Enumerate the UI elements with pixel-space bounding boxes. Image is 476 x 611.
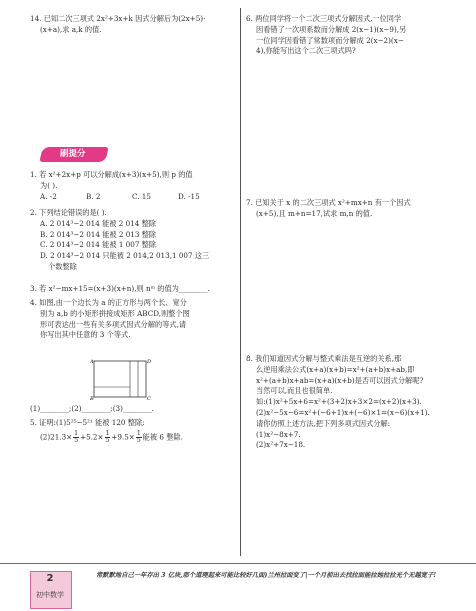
question-5-part-2: (2)21.3× $\frac{1}{5}$ +5.2× $\frac{1}{5}$ +9.5× $\frac{1}{5}$ 能被 6 整除. [40,429,183,444]
vertex-label-d: D [147,359,152,365]
footer-quote: 常默默地自己一年存出 3 亿块,那个道理起来可能比较好几面)兰州拉面变了|一个月前出去找拉面能拉她拉拉光个无越宽子! [96,572,437,579]
question-4: 4. 如图,由一个边长为 a 的正方形与两个长、宽分 别为 a,b 的小矩形拼接成矩形 ABCD,则整个图 形可表达出一些有关多项式因式分解的等式,请 你写出其中任意的 3 个等式. [30,298,190,340]
vertex-label-a: A [90,359,94,365]
footer-brand: 初中数学 [36,591,64,599]
fraction: $\frac{1}{5}$ [105,429,110,444]
fraction: $\frac{1}{5}$ [136,429,141,444]
page-number: 2 [46,573,54,584]
question-1: 1. 若 x²+2x+p 可以分解成(x+3)(x+5),则 p 的值 为( ). A. -2 B. 2 C. 15 D. -15 [30,170,224,202]
question-8: 8. 我们知道因式分解与整式乘法是互逆的关系,那 么逆用乘法公式(x+a)(x+b)=x²+(a+b)x+ab,即 x²+(a+b)x+ab=(x+a)(x+b)是否可以因式分解呢? 当然可以,而且也很简单. 如:(1)x²+5x+6=x²+(3+2)x+3×2=(x+2)(x+3). (2)x²−5x−6=x²+(−6+1)x+(−6)×1=(x−6)(x+1). 请你仿照上述方法,把下列多项式因式分解: (1)x²−8x+7. (2)x²+7x−18. [246,354,430,450]
section-title: 刷提分 [60,149,86,159]
question-6: 6. 两位同学将一个二次三项式分解因式,一位同学 因看错了一次项系数而分解成 2(x−1)(x−9),另 一位同学因看错了常数项而分解成 2(x−2)(x− 4),你能写出这个二次三项式吗? [246,14,407,56]
footer-rule [0,563,476,564]
question-14: 14. 已知二次三项式 2x²+3x+k 因式分解后为(2x+5)· (x+a),求 a,k 的值. [30,14,206,34]
vertex-label-b: B [90,396,94,402]
question-1-options: A. -2 B. 2 C. 15 D. -15 [40,191,200,201]
column-divider [240,8,241,556]
vertex-label-c: C [147,396,151,402]
fraction: $\frac{1}{5}$ [74,429,79,444]
rectangle-abcd-figure [88,357,150,401]
question-4-blanks: (1)________;(2)________;(3)________. [30,404,154,413]
question-5: 5. 证明:(1)5²⁵−5²¹ 能被 120 整除; (2)21.3× $\frac{1}{5}$ +5.2× $\frac{1}{5}$ +9.5× $\frac{1}{5}$ 能被 6 整除. [30,418,183,444]
question-7: 7. 已知关于 x 的二次三项式 x²+mx+n 有一个因式 (x+5),且 m+n=17,试求 m,n 的值. [246,198,411,218]
question-2: 2. 下列结论错误的是( ). A. 2 014³−2 014 能被 2 014 整除 B. 2 014³−2 014 能被 2 013 整除 C. 2 014³−2 014 能被 1 007 整除 D. 2 014³−2 014 只能被 2 014,2 013,1 007 这三 个数整除 [30,208,210,271]
question-3: 3. 若 x²−mx+15=(x+3)(x+n),则 nᵐ 的值为________. [30,284,210,293]
